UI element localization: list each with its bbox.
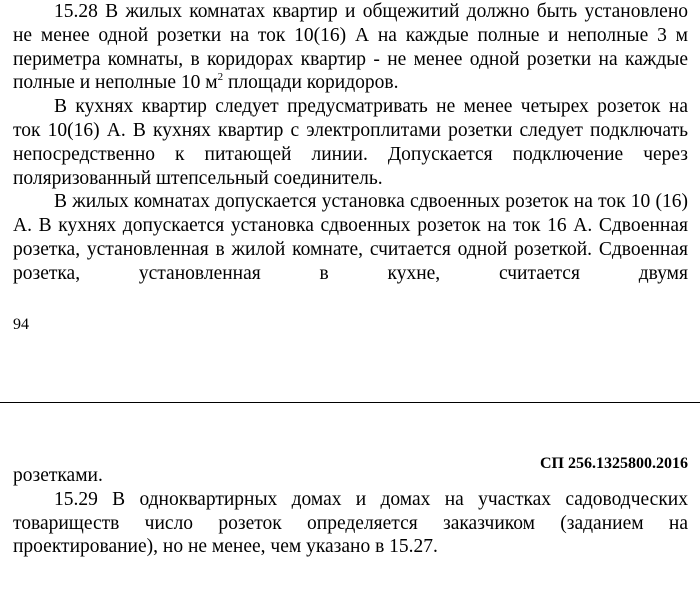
paragraph-15-28 (13, 0, 688, 95)
paragraph-15-28-tail: площади коридоров. (223, 72, 399, 94)
running-header: СП 256.1325800.2016 (540, 455, 688, 472)
paragraph-kitchen-sockets: В кухнях квартир следует предусматривать не менее четырех розеток на ток 10(16) А. В кухнях квартир с электроплитами розетки следует подключать непосредственно к питающей линии. Допускается подключение через поляризованный штепсельный соединитель. (13, 96, 688, 189)
page-separator (0, 402, 700, 403)
paragraph-15-29: 15.29 В одноквартирных домах и домах на участках садоводческих товариществ число розеток определяется заказчиком (заданием на проектирование), но не менее, чем указано в 15.27. (13, 488, 688, 558)
paragraph-double-sockets-continued: розетками. (13, 465, 103, 486)
page-top-text (13, 0, 688, 286)
superscript-2: 2 (217, 71, 224, 84)
page-number: 94 (13, 316, 29, 333)
page-bottom-text (13, 464, 688, 559)
paragraph-double-sockets: В жилых комнатах допускается установка сдвоенных розеток на ток 10 (16) А. В кухнях допускается установка сдвоенных розеток на ток 16 А. Сдвоенная розетка, установленная в жилой комнате, считается одной розеткой. Сдвоенная розетка, установленная в кухне, считается двумя (13, 191, 688, 284)
paragraph-15-28-text: 15.28 В жилых комнатах квартир и общежитий должно быть установлено не менее одной розетки на ток 10(16) А на каждые полные и неполные 3 м периметра комнаты, в коридорах квартир - не менее одной розетки на каждые полные и неполные 10 м (13, 1, 688, 94)
